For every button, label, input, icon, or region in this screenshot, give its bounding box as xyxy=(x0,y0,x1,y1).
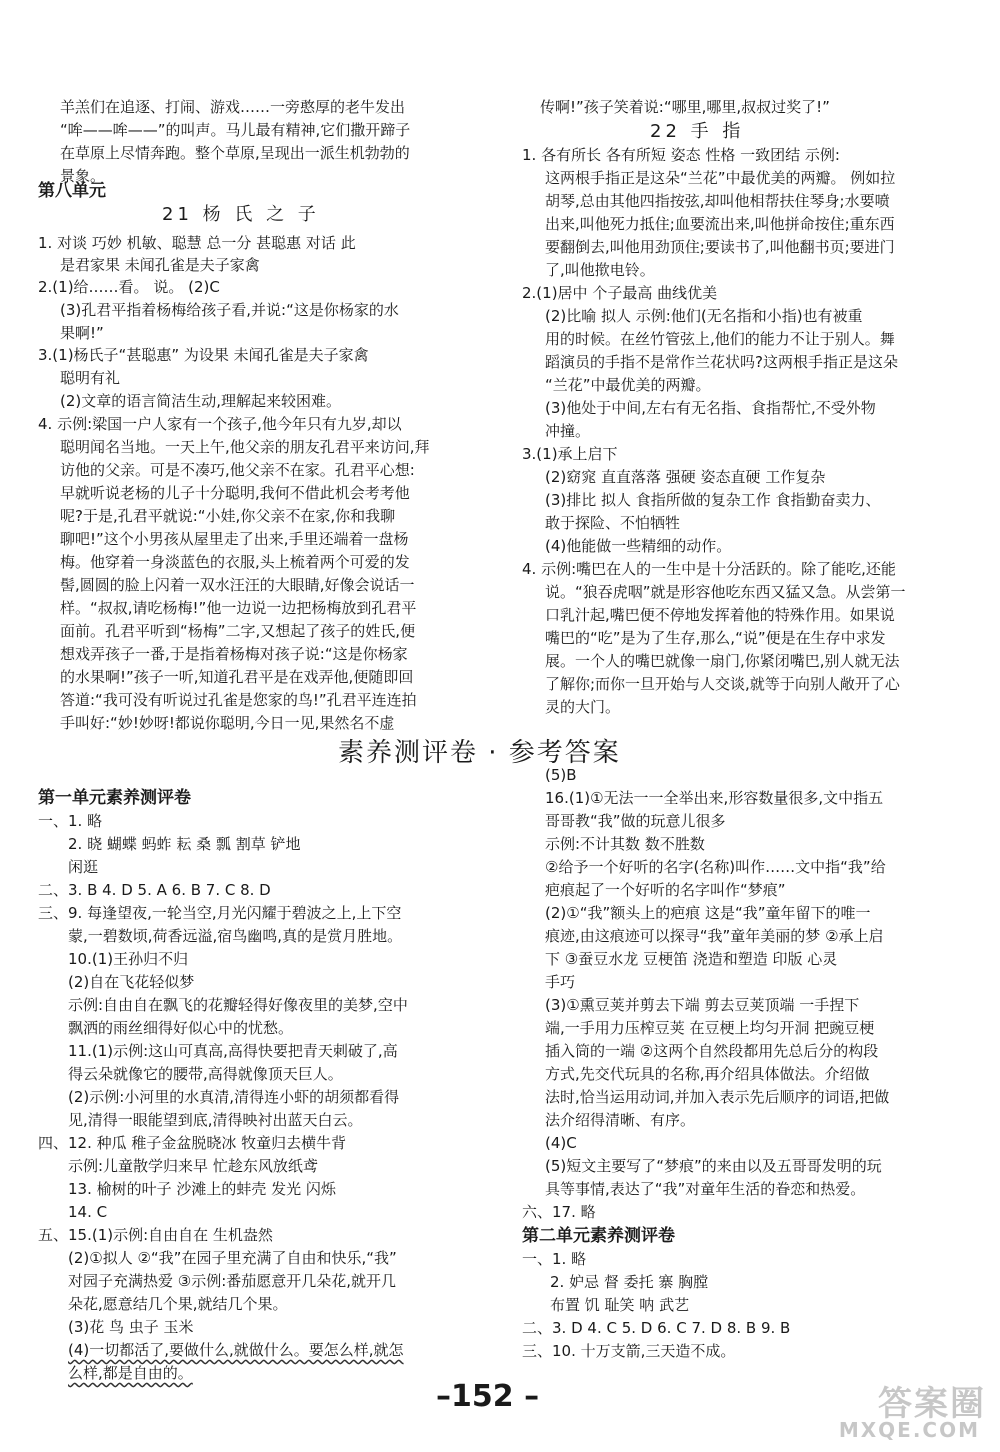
watermark-url: MXQE.COM xyxy=(838,1418,980,1442)
text-line: 哥哥教“我”做的玩意儿很多 xyxy=(545,812,726,830)
text-line: 冲撞。 xyxy=(545,422,591,440)
text-line: 2. 妒忌 督 委托 寨 胸膛 xyxy=(550,1273,709,1291)
text-line-underlined: (4)一切都活了,要做什么,就做什么。要怎么样,就怎 xyxy=(68,1341,404,1359)
text-line: 这两根手指正是这朵“兰花”中最优美的两瓣。 例如拉 xyxy=(545,169,896,187)
unit-heading: 第八单元 xyxy=(38,181,106,201)
text-line: 插入筒的一端 ②这两个自然段都用先总后分的构段 xyxy=(545,1042,879,1060)
text-line: 了解你;而你一旦开始与人交谈,就等于向别人敞开了心 xyxy=(545,675,900,693)
text-line: 传啊!”孩子笑着说:“哪里,哪里,叔叔过奖了!” xyxy=(540,98,830,116)
section-title: 素养测评卷 · 参考答案 xyxy=(338,738,621,768)
text-line: 聪明闻名当地。一天上午,他父亲的朋友孔君平来访问,拜 xyxy=(60,438,430,456)
text-line: (3)排比 拟人 食指所做的复杂工作 食指勤奋卖力、 xyxy=(545,491,881,509)
text-line: 法时,恰当运用动词,并加入表示先后顺序的词语,把做 xyxy=(545,1088,890,1106)
text-line: (2)窈窕 直直落落 强硬 姿态直硬 工作复杂 xyxy=(545,468,826,486)
text-line: 访他的父亲。可是不凑巧,他父亲不在家。孔君平心想: xyxy=(60,461,415,479)
text-line: 16.(1)①无法一一全举出来,形容数量很多,文中指五 xyxy=(545,789,884,807)
text-line: 聊吧!”这个小男孩从屋里走了出来,手里还端着一盘杨 xyxy=(60,530,409,548)
text-line: 面前。孔君平听到“杨梅”二字,又想起了孩子的姓氏,便 xyxy=(60,622,416,640)
lesson-title: 22 手 指 xyxy=(650,121,745,142)
text-line: 用的时候。在丝竹管弦上,他们的能力不让于别人。舞 xyxy=(545,330,895,348)
text-line: 在草原上尽情奔跑。整个草原,呈现出一派生机勃勃的 xyxy=(60,144,410,162)
text-line: 三、9. 每逢望夜,一轮当空,月光闪耀于碧波之上,上下空 xyxy=(38,904,402,922)
text-line: 朵花,愿意结几个果,就结几个果。 xyxy=(68,1295,288,1313)
text-line: 梅。他穿着一身淡蓝色的衣服,头上梳着两个可爱的发 xyxy=(60,553,410,571)
text-line: 景象。 xyxy=(60,167,106,185)
text-line: 4. 示例:梁国一户人家有一个孩子,他今年只有九岁,却以 xyxy=(38,415,402,433)
text-line: (4)C xyxy=(545,1134,577,1152)
unit-heading: 第一单元素养测评卷 xyxy=(38,788,191,808)
text-line: 四、12. 种瓜 稚子金盆脱晓冰 牧童归去横牛背 xyxy=(38,1134,347,1152)
text-line: 展。一个人的嘴巴就像一扇门,你紧闭嘴巴,别人就无法 xyxy=(545,652,900,670)
text-line: 下 ③蚕豆水龙 豆梗笛 浇造和塑造 印版 心灵 xyxy=(545,950,838,968)
page-number: –152 – xyxy=(436,1379,540,1414)
text-line: 答道:“我可没有听说过孔雀是您家的鸟!”孔君平连连拍 xyxy=(60,691,417,709)
text-line: 手叫好:“妙!妙呀!都说你聪明,今日一见,果然名不虚 xyxy=(60,714,395,732)
text-line: 方式,先交代玩具的名称,再介绍具体做法。介绍做 xyxy=(545,1065,870,1083)
text-line: 手巧 xyxy=(545,973,576,991)
text-line: 出来,叫他死力抵住;血要流出来,叫他拼命按住;重东西 xyxy=(545,215,895,233)
text-line: ②给予一个好听的名字(名称)叫作……文中指“我”给 xyxy=(545,858,886,876)
text-line: 得云朵就像它的腰带,高得就像顶天巨人。 xyxy=(68,1065,343,1083)
text-line: 灵的大门。 xyxy=(545,698,621,716)
text-line: 11.(1)示例:这山可真高,高得快要把青天刺破了,高 xyxy=(68,1042,398,1060)
text-line: 4. 示例:嘴巴在人的一生中是十分活跃的。除了能吃,还能 xyxy=(522,560,896,578)
text-line: (3)孔君平指着杨梅给孩子看,并说:“这是你杨家的水 xyxy=(60,301,399,319)
text-line: 端,一手用力压榨豆荚 在豆梗上均匀开洞 把豌豆梗 xyxy=(545,1019,875,1037)
text-line: (2)示例:小河里的水真清,清得连小虾的胡须都看得 xyxy=(68,1088,400,1106)
text-line: 口乳汁起,嘴巴便不停地发挥着他的特殊作用。如果说 xyxy=(545,606,895,624)
text-line: 要翻倒去,叫他用劲顶住;要读书了,叫他翻书页;要进门 xyxy=(545,238,895,256)
text-line: 说。“狼吞虎咽”就是形容他吃东西又猛又急。从尝第一 xyxy=(545,583,906,601)
text-line: 髻,圆圆的脸上闪着一双水汪汪的大眼睛,好像会说话一 xyxy=(60,576,415,594)
text-line: 闲逛 xyxy=(68,858,99,876)
text-line: 见,清得一眼能望到底,清得映衬出蓝天白云。 xyxy=(68,1111,363,1129)
text-line: 1. 各有所长 各有所短 姿态 性格 一致团结 示例: xyxy=(522,146,840,164)
text-line: 了,叫他揿电铃。 xyxy=(545,261,655,279)
text-line: (3)花 鸟 虫子 玉米 xyxy=(68,1318,194,1336)
text-line: 痕迹,由这痕迹可以探寻“我”童年美丽的梦 ②承上启 xyxy=(545,927,884,945)
text-line: 胡琴,总由其他四指按弦,却叫他相帮扶住琴身;水要喷 xyxy=(545,192,890,210)
text-line: (2)比喻 拟人 示例:他们(无名指和小指)也有被重 xyxy=(545,307,863,325)
text-line: 2.(1)居中 个子最高 曲线优美 xyxy=(522,284,718,302)
text-line: 果啊!” xyxy=(60,324,104,342)
text-line: 的水果啊!”孩子一听,知道孔君平是在戏弄他,便随即回 xyxy=(60,668,414,686)
text-line: 一、1. 略 xyxy=(38,812,103,830)
text-line: 示例:自由自在飘飞的花瓣轻得好像夜里的美梦,空中 xyxy=(68,996,408,1014)
text-line: (2)文章的语言简洁生动,理解起来较困难。 xyxy=(60,392,342,410)
text-line: (3)他处于中间,左右有无名指、食指帮忙,不受外物 xyxy=(545,399,876,417)
text-line: 二、3. D 4. C 5. D 6. C 7. D 8. B 9. B xyxy=(522,1319,791,1337)
text-line: 早就听说老杨的儿子十分聪明,我何不借此机会考考他 xyxy=(60,484,410,502)
text-line: (3)①熏豆荚并剪去下端 剪去豆荚顶端 一手捏下 xyxy=(545,996,860,1014)
text-line: 法介绍得清晰、有序。 xyxy=(545,1111,696,1129)
text-line: 羊羔们在追逐、打闹、游戏……一旁憨厚的老牛发出 xyxy=(60,98,406,116)
watermark-text: 答案圈 xyxy=(878,1384,986,1424)
text-line: 疤痕起了一个好听的名字叫作“梦痕” xyxy=(545,881,786,899)
text-line: (4)他能做一些精细的动作。 xyxy=(545,537,732,555)
lesson-title: 21 杨 氏 之 子 xyxy=(162,204,320,225)
text-line: 示例:儿童散学归来早 忙趁东风放纸鸢 xyxy=(68,1157,318,1175)
text-line: 聪明有礼 xyxy=(60,369,121,387)
unit-heading: 第二单元素养测评卷 xyxy=(522,1226,675,1246)
text-line: 嘴巴的“吃”是为了生存,那么,“说”便是在生存中求发 xyxy=(545,629,886,647)
text-line: 14. C xyxy=(68,1203,108,1221)
text-line: 3.(1)承上启下 xyxy=(522,445,618,463)
text-line: 蹈演员的手指不是常作兰花状吗?这两根手指正是这朵 xyxy=(545,353,898,371)
text-line: 具等事情,表达了“我”对童年生活的眷恋和热爱。 xyxy=(545,1180,866,1198)
text-line: 二、3. B 4. D 5. A 6. B 7. C 8. D xyxy=(38,881,271,899)
text-line: (2)①“我”额头上的疤痕 这是“我”童年留下的唯一 xyxy=(545,904,871,922)
text-line: 布置 饥 耻笑 呐 武艺 xyxy=(550,1296,690,1314)
text-line: (5)短文主要写了“梦痕”的来由以及五哥哥发明的玩 xyxy=(545,1157,882,1175)
text-line: 三、10. 十万支箭,三天造不成。 xyxy=(522,1342,736,1360)
text-line: 五、15.(1)示例:自由自在 生机盎然 xyxy=(38,1226,273,1244)
text-line: 样。“叔叔,请吃杨梅!”他一边说一边把杨梅放到孔君平 xyxy=(60,599,417,617)
text-line: 2. 晓 蝴蝶 蚂蚱 耘 桑 瓢 割草 铲地 xyxy=(68,835,301,853)
text-line: (5)B xyxy=(545,766,577,784)
text-line: 敢于探险、不怕牺牲 xyxy=(545,514,681,532)
text-line: 是君家果 未闻孔雀是夫子家禽 xyxy=(60,256,260,274)
text-line: 对园子充满热爱 ③示例:番茄愿意开几朵花,就开几 xyxy=(68,1272,397,1290)
text-line: 示例:不计其数 数不胜数 xyxy=(545,835,705,853)
text-line: 13. 榆树的叶子 沙滩上的蚌壳 发光 闪烁 xyxy=(68,1180,336,1198)
text-line: 2.(1)给……看。 说。 (2)C xyxy=(38,278,220,296)
text-line: 呢?于是,孔君平就说:“小娃,你父亲不在家,你和我聊 xyxy=(60,507,396,525)
text-line: 3.(1)杨氏子“甚聪惠” 为设果 未闻孔雀是夫子家禽 xyxy=(38,346,369,364)
text-line: (2)自在飞花轻似梦 xyxy=(68,973,195,991)
text-line: 想戏弄孩子一番,于是指着杨梅对孩子说:“这是你杨家 xyxy=(60,645,408,663)
text-line: 飘洒的雨丝细得好似心中的忧愁。 xyxy=(68,1019,294,1037)
text-line: 蒙,一碧数顷,荷香远溢,宿鸟幽鸣,真的是赏月胜地。 xyxy=(68,927,403,945)
text-line: “哞——哞——”的叫声。马儿最有精神,它们撒开蹄子 xyxy=(60,121,411,139)
text-line: 六、17. 略 xyxy=(522,1203,596,1221)
text-line: “兰花”中最优美的两瓣。 xyxy=(545,376,711,394)
text-line: (2)①拟人 ②“我”在园子里充满了自由和快乐,“我” xyxy=(68,1249,397,1267)
text-line-underlined: 么样,都是自由的。 xyxy=(68,1364,193,1382)
text-line: 10.(1)王孙归不归 xyxy=(68,950,189,968)
watermark-logo xyxy=(816,1376,986,1446)
text-line: 1. 对谈 巧妙 机敏、聪慧 总一分 甚聪惠 对话 此 xyxy=(38,234,356,252)
text-line: 一、1. 略 xyxy=(522,1250,587,1268)
